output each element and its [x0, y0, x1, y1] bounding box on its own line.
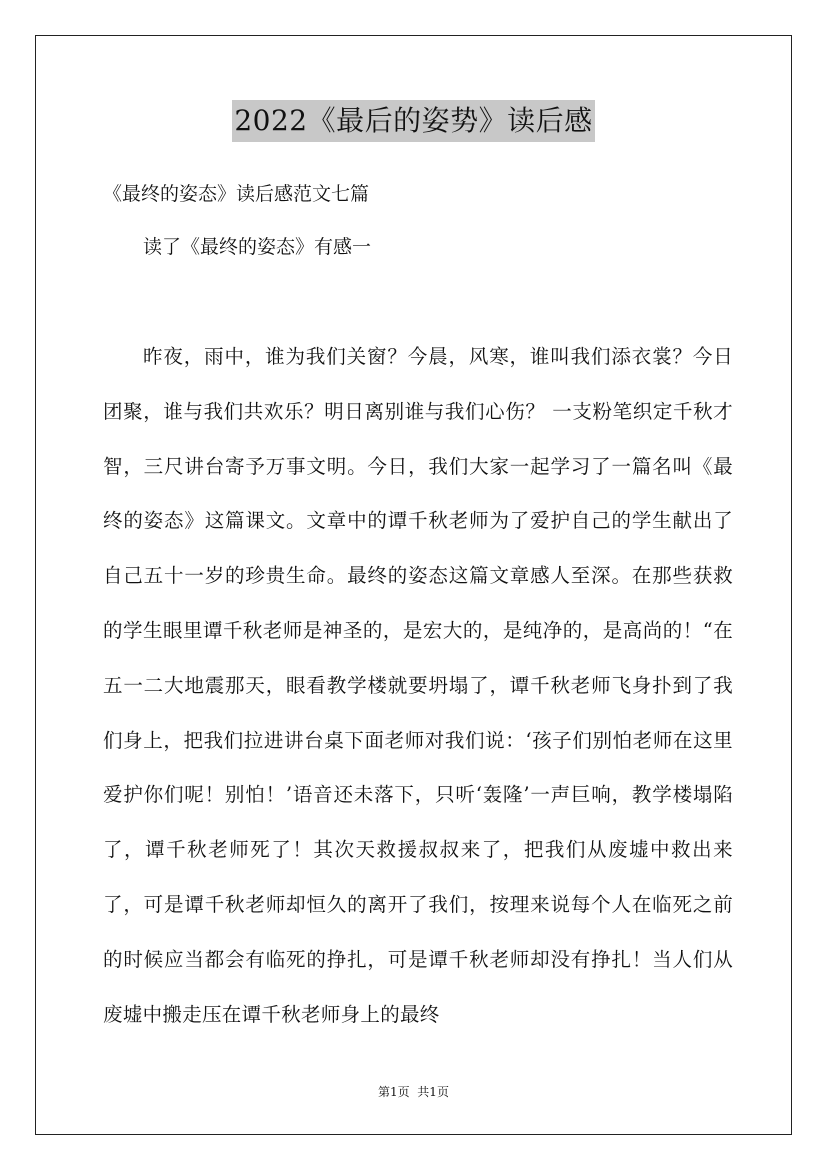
section-heading: 读了《最终的姿态》有感一	[143, 236, 372, 258]
body-paragraph: 昨夜，雨中，谁为我们关窗？今晨，风寒，谁叫我们添衣裳？今日团聚，谁与我们共欢乐？明日离别谁与我们心伤？ 一支粉笔织定千秋才智，三尺讲台寄予万事文明。今日，我们大家一起学习了一篇名叫《最终的姿态》这篇课文。文章中的谭千秋老师为了爱护自己的学生献出了自己五十一岁的珍贵生命。最终的姿态这篇文章感人至深。在那些获救的学生眼里谭千秋老师是神圣的，是宏大的，是纯净的，是高尚的！“在五一二大地震那天，眼看教学楼就要坍塌了，谭千秋老师飞身扑到了我们身上，把我们拉进讲台桌下面老师对我们说：‘孩子们别怕老师在这里爱护你们呢！别怕！’语音还未落下，只听‘轰隆’一声巨响，教学楼塌陷了，谭千秋老师死了！其次天救援叔叔来了，把我们从废墟中救出来了，可是谭千秋老师却恒久的离开了我们，按理来说每个人在临死之前的时候应当都会有临死的挣扎，可是谭千秋老师却没有挣扎！当人们从废墟中搬走压在谭千秋老师身上的最终	[103, 345, 733, 1026]
document-subtitle: 《最终的姿态》读后感范文七篇	[103, 183, 370, 205]
page-footer: 第1页 共1页	[378, 1085, 449, 1099]
title-container	[0, 100, 827, 142]
document-title: 2022《最后的姿势》读后感	[232, 100, 594, 142]
